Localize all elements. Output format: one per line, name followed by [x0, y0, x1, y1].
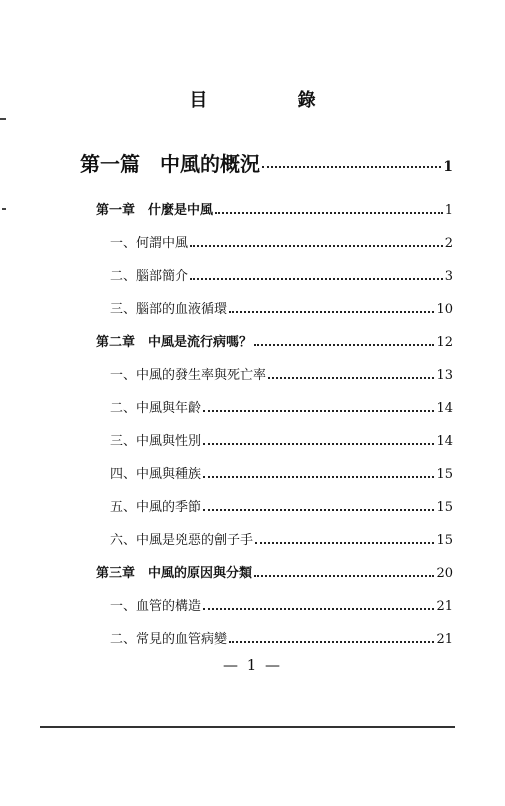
toc-entry-page: 12 — [436, 335, 453, 350]
page-number-footer: — 1 — — [222, 656, 283, 674]
dot-leader — [190, 278, 443, 280]
toc-entry-label: 一、血管的構造 — [110, 599, 202, 614]
dot-leader — [268, 377, 434, 379]
toc-entry-label: 二、常見的血管病變 — [110, 632, 228, 647]
toc-entry — [110, 463, 453, 482]
dot-leader — [203, 410, 434, 412]
toc-entry-page: 10 — [436, 302, 453, 317]
toc-entry-page: 20 — [436, 566, 453, 581]
toc-entry — [110, 628, 453, 647]
toc-entry-label: 第一篇 中風的概況 — [80, 152, 260, 176]
toc-entry-page: 1 — [443, 159, 453, 175]
toc-entry-label: 第二章 中風是流行病嗎？ — [96, 335, 253, 350]
toc-entry-label: 一、中風的發生率與死亡率 — [110, 368, 267, 383]
toc-entry-label: 二、中風與年齡 — [110, 401, 202, 416]
toc-entry-page: 21 — [436, 599, 453, 614]
toc-entry-page: 15 — [436, 467, 453, 482]
toc-entry-page: 21 — [436, 632, 453, 647]
toc-entry-page: 15 — [436, 533, 453, 548]
toc-entry — [96, 199, 453, 218]
toc-entry — [110, 496, 453, 515]
toc-entry-label: 第三章 中風的原因與分類 — [96, 566, 253, 581]
toc-entry-label: 三、中風與性別 — [110, 434, 202, 449]
dot-leader — [203, 608, 434, 610]
toc-entry-label: 四、中風與種族 — [110, 467, 202, 482]
dot-leader — [254, 344, 434, 346]
toc-entry-page: 14 — [436, 401, 453, 416]
toc-entry — [110, 265, 453, 284]
toc-entry-label: 六、中風是兇惡的劊子手 — [110, 533, 254, 548]
toc-entry-page: 2 — [444, 236, 453, 251]
dot-leader — [190, 245, 443, 247]
toc-entry-label: 第一章 什麼是中風 — [96, 203, 214, 218]
toc-entry-page: 15 — [436, 500, 453, 515]
dot-leader — [229, 641, 434, 643]
dot-leader — [254, 575, 434, 577]
dot-leader — [262, 166, 441, 168]
toc-entry — [110, 595, 453, 614]
toc-entry — [96, 562, 453, 581]
toc-entry — [96, 331, 453, 350]
toc-entry-label: 五、中風的季節 — [110, 500, 202, 515]
toc-entry — [110, 298, 453, 317]
toc-entry-label: 一、何謂中風 — [110, 236, 189, 251]
toc-entry-label: 三、腦部的血液循環 — [110, 302, 228, 317]
dot-leader — [255, 542, 434, 544]
toc-entry — [110, 232, 453, 251]
toc-entry-label: 二、腦部簡介 — [110, 269, 189, 284]
bottom-rule — [40, 726, 455, 728]
toc-entry-page: 14 — [436, 434, 453, 449]
dot-leader — [215, 212, 443, 214]
toc-entry — [110, 430, 453, 449]
scan-margin-mark — [2, 208, 6, 210]
toc-entry — [110, 529, 453, 548]
page-title: 目 錄 — [189, 90, 358, 111]
dot-leader — [203, 476, 434, 478]
toc-entry-page: 1 — [444, 203, 453, 218]
dot-leader — [229, 311, 434, 313]
toc-entry-page: 13 — [436, 368, 453, 383]
toc-entry-page: 3 — [444, 269, 453, 284]
dot-leader — [203, 443, 434, 445]
toc-entry — [110, 364, 453, 383]
toc-entry — [110, 397, 453, 416]
dot-leader — [203, 509, 434, 511]
scan-margin-mark — [0, 118, 6, 120]
toc-entry — [80, 148, 453, 177]
